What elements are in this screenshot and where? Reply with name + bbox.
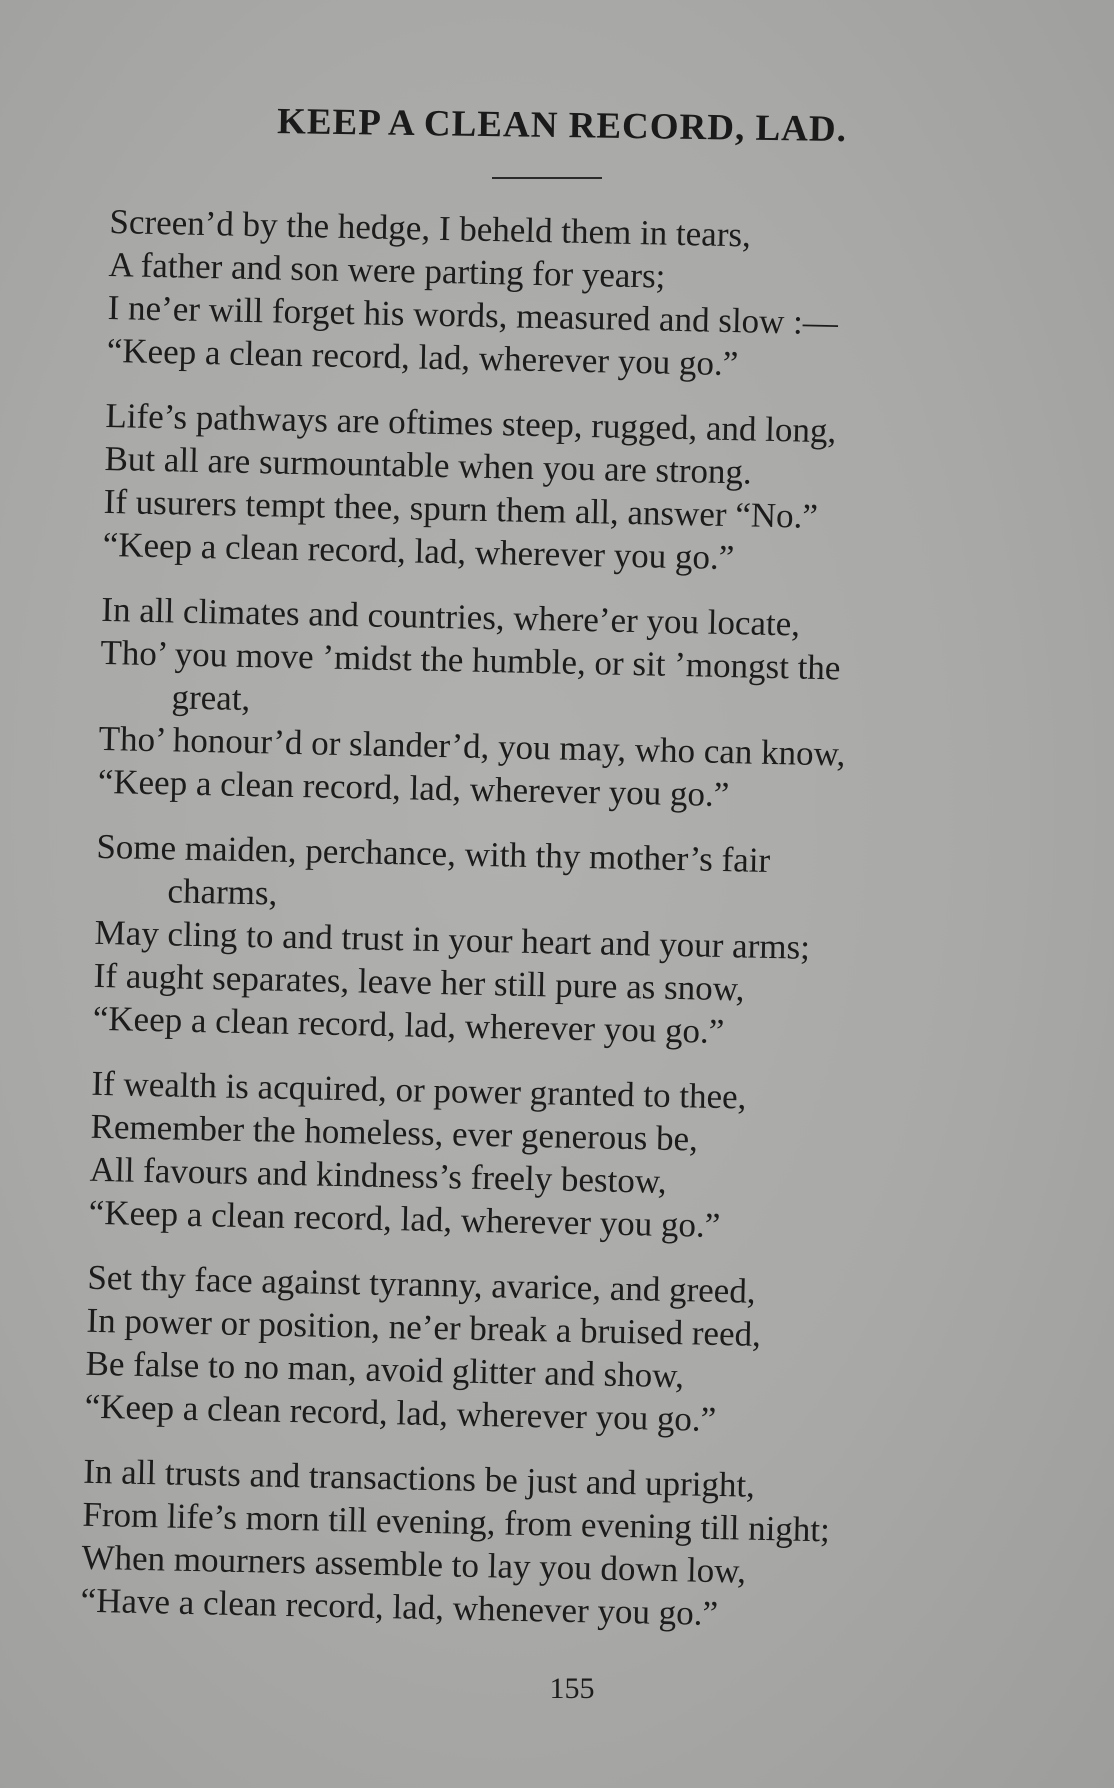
- poem-line: I ne’er will forget his words, measured and slow :—: [107, 287, 839, 343]
- poem-body: [80, 200, 990, 1662]
- poem-line: If wealth is acquired, or power granted to thee,: [91, 1063, 747, 1117]
- poem-line: From life’s morn till evening, from evening till night;: [82, 1494, 831, 1550]
- poem-line: When mourners assemble to lay you down low,: [81, 1537, 747, 1591]
- poem-line: Life’s pathways are oftimes steep, rugged, and long,: [105, 395, 837, 451]
- poem-line-continuation: charms,: [167, 871, 278, 913]
- poem-line: “Have a clean record, lad, whenever you go.”: [80, 1580, 719, 1634]
- poem-line: “Keep a clean record, lad, wherever you go.”: [106, 330, 739, 384]
- stanza-6: [84, 1256, 967, 1446]
- poem-line: If aught separates, leave her still pure as snow,: [93, 955, 745, 1009]
- poem-line: “Keep a clean record, lad, wherever you go.”: [97, 761, 730, 815]
- poem-line: In power or position, ne’er break a bruised reed,: [86, 1300, 762, 1354]
- poem-line: Screen’d by the hedge, I beheld them in tears,: [109, 201, 752, 255]
- poem-line: “Keep a clean record, lad, wherever you go.”: [102, 524, 735, 578]
- title-rule: [492, 177, 602, 179]
- stanza-7: [80, 1450, 963, 1640]
- poem-line: In all climates and countries, where’er you locate,: [101, 589, 801, 644]
- poem-line: Remember the homeless, ever generous be,: [90, 1106, 699, 1159]
- poem-line: Some maiden, perchance, with thy mother’s fair: [96, 826, 771, 880]
- stanza-4: [92, 825, 976, 1058]
- poem-title: KEEP A CLEAN RECORD, LAD.: [276, 101, 848, 151]
- poem-line: “Keep a clean record, lad, wherever you go.”: [84, 1386, 717, 1439]
- stanza-5: [88, 1062, 971, 1252]
- poem-line: “Keep a clean record, lad, wherever you go.”: [88, 1192, 721, 1246]
- poem-line: Tho’ honour’d or slander’d, you may, who can know,: [98, 718, 846, 774]
- stanza-3: [97, 588, 981, 821]
- poem-line: May cling to and trust in your heart and your arms;: [94, 912, 811, 967]
- poem-line: “Keep a clean record, lad, wherever you go.”: [92, 998, 725, 1052]
- poem-line: Tho’ you move ’midst the humble, or sit ’mongst the: [100, 632, 841, 688]
- poem-line-continuation: great,: [171, 677, 251, 719]
- poem-line: In all trusts and transactions be just and upright,: [82, 1451, 756, 1505]
- poem-line: If usurers tempt thee, spurn them all, answer “No.”: [103, 481, 819, 536]
- poem-line: Set thy face against tyranny, avarice, and greed,: [87, 1257, 756, 1311]
- poem-line: Be false to no man, avoid glitter and show,: [85, 1343, 685, 1396]
- stanza-2: [102, 394, 985, 584]
- stanza-1: [106, 200, 989, 390]
- page-number: 155: [549, 1672, 595, 1705]
- poem-line: All favours and kindness’s freely bestow,: [89, 1149, 668, 1201]
- poem-line: A father and son were parting for years;: [108, 244, 666, 296]
- poem-line: But all are surmountable when you are strong.: [104, 438, 753, 492]
